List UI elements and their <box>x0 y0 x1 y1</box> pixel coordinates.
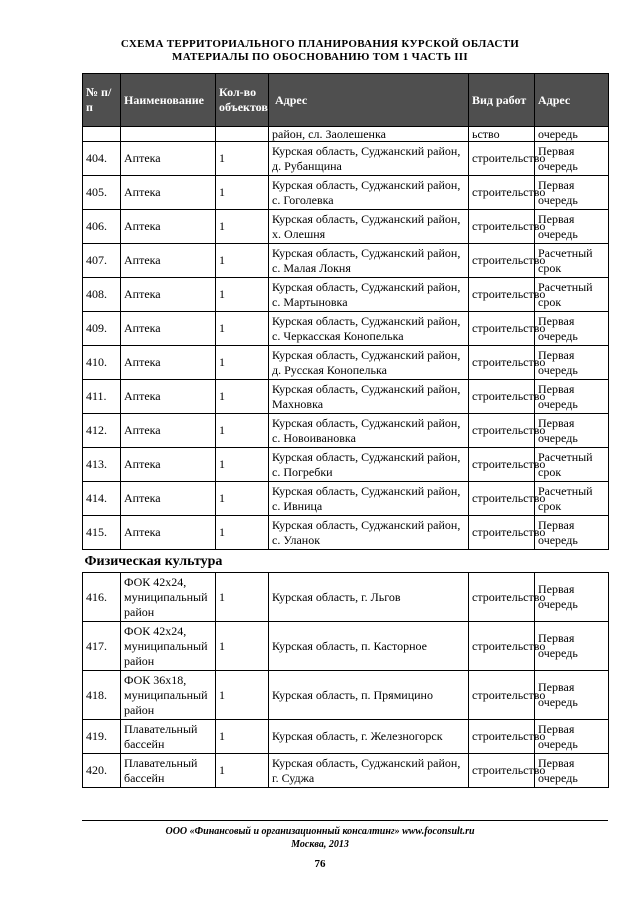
row-address: Курская область, Суджанский район, с. Мартыновка <box>269 278 469 312</box>
table-row <box>83 671 609 720</box>
row-name: Аптека <box>121 176 216 210</box>
table-row <box>83 448 609 482</box>
row-stage: Первая очередь <box>535 346 609 380</box>
col-header-number: № п/п <box>83 74 121 127</box>
row-work-type: строительство <box>469 142 535 176</box>
row-stage: Расчетный срок <box>535 482 609 516</box>
row-address: Курская область, Суджанский район, с. Новоивановка <box>269 414 469 448</box>
col-header-name: Наименование <box>121 74 216 127</box>
col-header-quantity: Кол-во объектов <box>216 74 269 127</box>
table-row <box>83 244 609 278</box>
row-number: 417. <box>83 622 121 671</box>
row-quantity: 1 <box>216 346 269 380</box>
row-name: ФОК 42х24, муниципальный район <box>121 622 216 671</box>
row-quantity: 1 <box>216 671 269 720</box>
row-stage: Первая очередь <box>535 176 609 210</box>
row-work-type: ьство <box>469 127 535 142</box>
table-row <box>83 622 609 671</box>
row-quantity: 1 <box>216 448 269 482</box>
table-row <box>83 176 609 210</box>
document-header-title: СХЕМА ТЕРРИТОРИАЛЬНОГО ПЛАНИРОВАНИЯ КУРСКОЙ ОБЛАСТИ <box>120 38 520 50</box>
col-header-stage: Адрес <box>535 74 609 127</box>
row-work-type: строительство <box>469 482 535 516</box>
row-number: 420. <box>83 754 121 788</box>
row-quantity: 1 <box>216 142 269 176</box>
row-work-type: строительство <box>469 671 535 720</box>
row-work-type: строительство <box>469 346 535 380</box>
row-quantity: 1 <box>216 210 269 244</box>
row-stage: Первая очередь <box>535 312 609 346</box>
objects-table <box>82 73 609 788</box>
row-number: 404. <box>83 142 121 176</box>
row-work-type: строительство <box>469 414 535 448</box>
row-address: Курская область, Суджанский район, с. Черкасская Конопелька <box>269 312 469 346</box>
row-quantity: 1 <box>216 754 269 788</box>
row-work-type: строительство <box>469 573 535 622</box>
row-stage: Первая очередь <box>535 380 609 414</box>
row-number <box>83 127 121 142</box>
row-address: Курская область, Суджанский район, с. Ивница <box>269 482 469 516</box>
table-row <box>83 346 609 380</box>
row-number: 405. <box>83 176 121 210</box>
table-row <box>83 573 609 622</box>
table-row <box>83 127 609 142</box>
row-number: 412. <box>83 414 121 448</box>
col-header-work-type: Вид работ <box>469 74 535 127</box>
row-quantity: 1 <box>216 278 269 312</box>
row-work-type: строительство <box>469 448 535 482</box>
row-number: 406. <box>83 210 121 244</box>
row-name: Аптека <box>121 210 216 244</box>
row-address: Курская область, Суджанский район, с. Гоголевка <box>269 176 469 210</box>
row-work-type: строительство <box>469 720 535 754</box>
row-stage: Первая очередь <box>535 210 609 244</box>
row-quantity: 1 <box>216 720 269 754</box>
section-row <box>83 550 609 573</box>
row-stage: Первая очередь <box>535 414 609 448</box>
row-name: ФОК 42х24, муниципальный район <box>121 573 216 622</box>
row-address: Курская область, п. Прямицино <box>269 671 469 720</box>
row-name: Аптека <box>121 312 216 346</box>
table-row <box>83 210 609 244</box>
row-name: Аптека <box>121 482 216 516</box>
row-name: Аптека <box>121 516 216 550</box>
section-title: Физическая культура <box>83 550 609 573</box>
document-header-subtitle: МАТЕРИАЛЫ ПО ОБОСНОВАНИЮ ТОМ 1 ЧАСТЬ III <box>172 51 468 63</box>
row-number: 409. <box>83 312 121 346</box>
row-stage: Первая очередь <box>535 671 609 720</box>
row-name: Аптека <box>121 244 216 278</box>
table-row <box>83 754 609 788</box>
row-stage: Расчетный срок <box>535 278 609 312</box>
table-row <box>83 414 609 448</box>
row-work-type: строительство <box>469 278 535 312</box>
row-address: Курская область, п. Касторное <box>269 622 469 671</box>
row-address: Курская область, Суджанский район, д. Рубанщина <box>269 142 469 176</box>
row-stage: Первая очередь <box>535 622 609 671</box>
row-quantity: 1 <box>216 312 269 346</box>
row-quantity: 1 <box>216 622 269 671</box>
row-number: 418. <box>83 671 121 720</box>
table-row <box>83 142 609 176</box>
row-stage: Расчетный срок <box>535 244 609 278</box>
table-row <box>83 312 609 346</box>
row-quantity: 1 <box>216 482 269 516</box>
table-header-row <box>83 74 609 127</box>
row-address: Курская область, Суджанский район, с. Погребки <box>269 448 469 482</box>
row-number: 413. <box>83 448 121 482</box>
row-stage: Расчетный срок <box>535 448 609 482</box>
row-address: Курская область, Суджанский район, г. Суджа <box>269 754 469 788</box>
row-name <box>121 127 216 142</box>
row-number: 414. <box>83 482 121 516</box>
row-quantity: 1 <box>216 573 269 622</box>
row-address: Курская область, Суджанский район, х. Олешня <box>269 210 469 244</box>
row-number: 410. <box>83 346 121 380</box>
row-name: Плавательный бассейн <box>121 720 216 754</box>
row-work-type: строительство <box>469 622 535 671</box>
footer-city-year: Москва, 2013 <box>291 839 349 850</box>
row-work-type: строительство <box>469 176 535 210</box>
footer-company: ООО «Финансовый и организационный консалтинг» www.foconsult.ru <box>165 826 475 837</box>
row-stage: Первая очередь <box>535 754 609 788</box>
row-number: 408. <box>83 278 121 312</box>
row-address: Курская область, Суджанский район, с. Малая Локня <box>269 244 469 278</box>
row-address: Курская область, Суджанский район, с. Уланок <box>269 516 469 550</box>
row-name: ФОК 36х18, муниципальный район <box>121 671 216 720</box>
row-work-type: строительство <box>469 516 535 550</box>
table-row <box>83 482 609 516</box>
row-name: Аптека <box>121 142 216 176</box>
table-row <box>83 380 609 414</box>
row-number: 419. <box>83 720 121 754</box>
row-address: Курская область, Суджанский район, Махновка <box>269 380 469 414</box>
row-work-type: строительство <box>469 380 535 414</box>
row-stage: Первая очередь <box>535 142 609 176</box>
row-name: Аптека <box>121 278 216 312</box>
row-work-type: строительство <box>469 244 535 278</box>
row-work-type: строительство <box>469 210 535 244</box>
row-name: Аптека <box>121 448 216 482</box>
row-number: 407. <box>83 244 121 278</box>
row-quantity: 1 <box>216 380 269 414</box>
table-row <box>83 278 609 312</box>
footer-divider <box>82 820 608 821</box>
row-address: Курская область, г. Железногорск <box>269 720 469 754</box>
page-number: 76 <box>314 858 326 870</box>
row-quantity: 1 <box>216 244 269 278</box>
row-stage: Первая очередь <box>535 516 609 550</box>
row-stage: Первая очередь <box>535 720 609 754</box>
row-name: Аптека <box>121 346 216 380</box>
row-address: район, сл. Заолешенка <box>269 127 469 142</box>
row-address: Курская область, г. Льгов <box>269 573 469 622</box>
row-work-type: строительство <box>469 754 535 788</box>
table-row <box>83 720 609 754</box>
row-stage: Первая очередь <box>535 573 609 622</box>
row-name: Аптека <box>121 380 216 414</box>
col-header-address: Адрес <box>269 74 469 127</box>
row-address: Курская область, Суджанский район, д. Русская Конопелька <box>269 346 469 380</box>
row-quantity: 1 <box>216 176 269 210</box>
row-stage: очередь <box>535 127 609 142</box>
row-name: Аптека <box>121 414 216 448</box>
row-number: 416. <box>83 573 121 622</box>
row-work-type: строительство <box>469 312 535 346</box>
row-number: 411. <box>83 380 121 414</box>
table-row <box>83 516 609 550</box>
row-number: 415. <box>83 516 121 550</box>
row-quantity: 1 <box>216 414 269 448</box>
row-name: Плавательный бассейн <box>121 754 216 788</box>
row-quantity: 1 <box>216 516 269 550</box>
row-quantity <box>216 127 269 142</box>
